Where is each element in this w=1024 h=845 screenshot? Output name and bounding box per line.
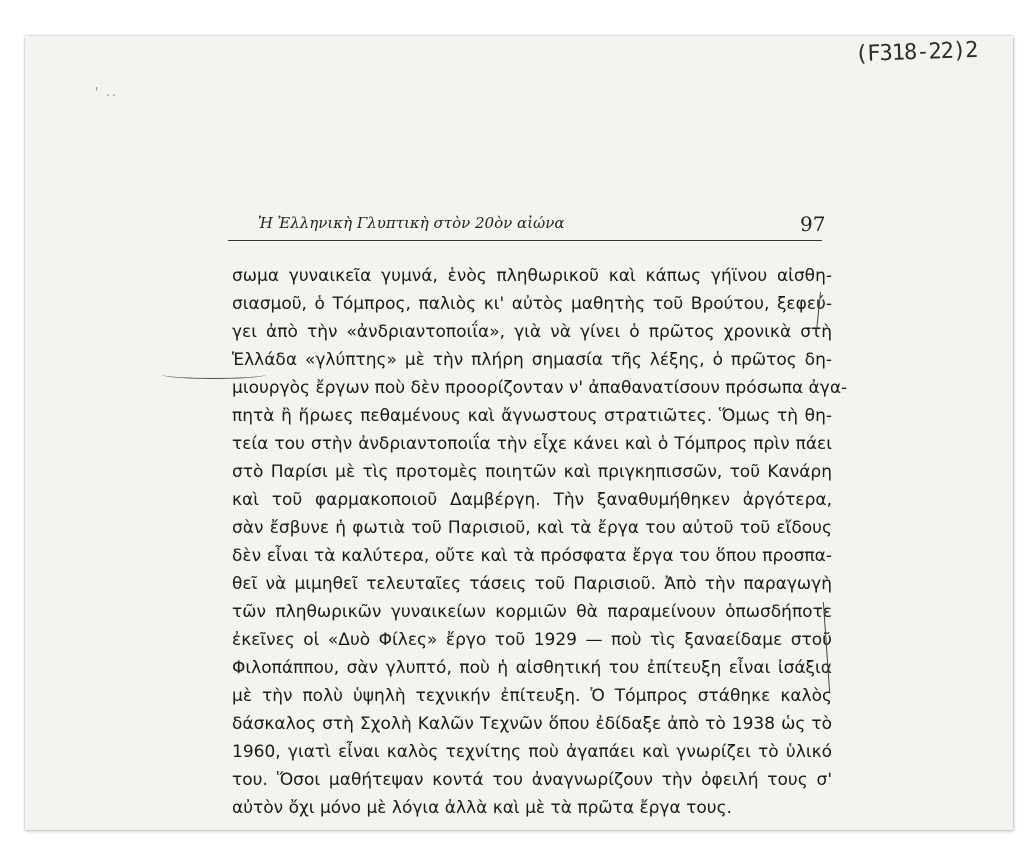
- text-line: σιασμοῦ, ὁ Τόμπρος, παλιὸς κι' αὐτὸς μαθητὴς τοῦ Βρούτου, ξεφεύ-: [232, 294, 832, 314]
- text-line: μιουργὸς ἔργων ποὺ δὲν προορίζονταν ν' ἀπαθανατίσουν πρόσωπα ἀγα-: [232, 378, 848, 398]
- text-line: ἐκεῖνες οἱ «Δυὸ Φίλες» ἔργο τοῦ 1929 — ποὺ τὶς ξαναείδαμε στοῦ: [232, 630, 832, 650]
- text-line: καὶ τοῦ φαρμακοποιοῦ Δαμβέργη. Τὴν ξαναθυμήθηκεν ἀργότερα,: [232, 490, 832, 510]
- text-line: σὰν ἔσβυνε ἡ φωτιὰ τοῦ Παρισιοῦ, καὶ τὰ ἔργα του αὐτοῦ τοῦ εἴδους: [232, 518, 832, 538]
- text-line: μὲ τὴν πολὺ ὑψηλὴ τεχνικήν ἐπίτευξη. Ὁ Τόμπρος στάθηκε καλὸς: [232, 686, 832, 706]
- text-line: δὲν εἶναι τὰ καλύτερα, οὔτε καὶ τὰ πρόσφατα ἔργα του ὅπου προσπα-: [232, 546, 832, 566]
- text-line: τῶν πληθωρικῶν γυναικείων κορμιῶν θὰ παραμείνουν ὁπωσδήποτε: [232, 602, 832, 622]
- handwritten-archive-note: (F318-22)2: [854, 37, 978, 68]
- page-number: 97: [800, 212, 826, 236]
- body-paragraph: [232, 262, 848, 822]
- text-line: του. Ὅσοι μαθήτεψαν κοντά του ἀναγνωρίζουν τὴν ὀφειλή τους σ': [232, 770, 832, 790]
- text-line: τεία του στὴν ἀνδριαντοποιΐα τὴν εἶχε κάνει καὶ ὁ Τόμπρος πρὶν πάει: [232, 434, 832, 454]
- text-line-last: αὐτὸν ὄχι μόνο μὲ λόγια ἀλλὰ καὶ μὲ τὰ πρῶτα ἔργα τους.: [232, 798, 732, 818]
- text-line: θεῖ νὰ μιμηθεῖ τελευταῖες τάσεις τοῦ Παρισιοῦ. Ἀπὸ τὴν παραγωγὴ: [232, 574, 832, 594]
- text-line: Ἑλλάδα «γλύπτης» μὲ τὴν πλήρη σημασία τῆς λέξης, ὁ πρῶτος δη-: [232, 350, 832, 370]
- scan-specks: ' ..: [95, 85, 118, 99]
- handwritten-underline: [162, 370, 266, 379]
- running-title: Ἡ Ἑλληνικὴ Γλυπτικὴ στὸν 20ὸν αἰώνα: [258, 214, 565, 232]
- text-line: γει ἀπὸ τὴν «ἀνδριαντοποιΐα», γιὰ νὰ γίνει ὁ πρῶτος χρονικὰ στὴ: [232, 322, 832, 342]
- text-line: 1960, γιατὶ εἶναι καλὸς τεχνίτης ποὺ ἀγαπάει καὶ γνωρίζει τὸ ὑλικό: [232, 742, 832, 762]
- text-line: σωμα γυναικεῖα γυμνά, ἑνὸς πληθωρικοῦ καὶ κάπως γήϊνου αἰσθη-: [232, 266, 832, 286]
- text-line: στὸ Παρίσι μὲ τὶς προτομὲς ποιητῶν καὶ πριγκηπισσῶν, τοῦ Κανάρη: [232, 462, 832, 482]
- text-line: πητὰ ἢ ἥρωες πεθαμένους καὶ ἄγνωστους στρατιῶτες. Ὅμως τὴ θη-: [232, 406, 832, 426]
- text-line: δάσκαλος στὴ Σχολὴ Καλῶν Τεχνῶν ὅπου ἐδίδαξε ἀπὸ τὸ 1938 ὡς τὸ: [232, 714, 832, 734]
- header-rule: [228, 240, 822, 241]
- text-line: Φιλοπάππου, σὰν γλυπτό, ποὺ ἡ αἰσθητική του ἐπίτευξη εἶναι ἰσάξια: [232, 658, 832, 678]
